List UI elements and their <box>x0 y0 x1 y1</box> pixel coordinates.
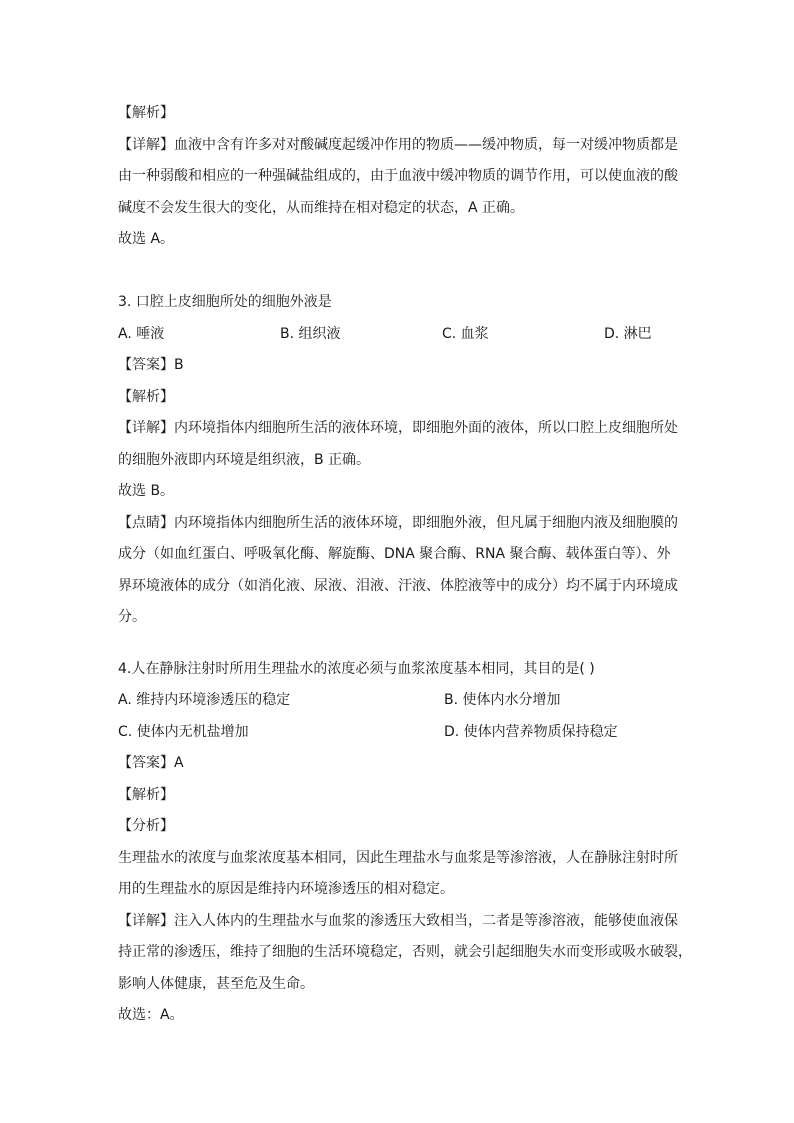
question-4 <box>118 654 692 1032</box>
option-c: C. 使体内无机盐增加 <box>118 723 249 740</box>
fenxi-line: 生理盐水的浓度与血浆浓度基本相同，因此生理盐水与血浆是等渗溶液，人在静脉注射时所 <box>118 849 678 866</box>
fenxi-line: 用的生理盐水的原因是维持内环境渗透压的相对稳定。 <box>118 881 454 897</box>
detail-line: 的细胞外液即内环境是组织液，B 正确。 <box>118 451 371 468</box>
option-d: D. 淋巴 <box>604 325 652 342</box>
option-a: A. 维持内环境渗透压的稳定 <box>118 692 291 708</box>
section-1 <box>118 98 678 256</box>
option-c: C. 血浆 <box>442 325 489 342</box>
note-line: 【点睛】内环境指体内细胞所生活的液体环境，即细胞外液，但凡属于细胞内液及细胞膜的 <box>118 514 678 531</box>
conclusion: 故选：A。 <box>118 1007 184 1023</box>
fenxi-paragraph <box>118 843 678 906</box>
detail-line: 【详解】注入人体内的生理盐水与血浆的渗透压大致相当，二者是等渗溶液，能够使血液保 <box>118 912 678 929</box>
note-paragraph <box>118 508 678 634</box>
detail-line: 影响人体健康，甚至危及生命。 <box>118 975 314 992</box>
conclusion: 故选 A。 <box>118 231 175 247</box>
note-line: 分。 <box>118 609 146 625</box>
detail-paragraph <box>118 130 678 225</box>
detail-line: 【详解】血液中含有许多对对酸碱度起缓冲作用的物质——缓冲物质，每一对缓冲物质都是 <box>118 136 678 153</box>
spacer <box>118 256 678 288</box>
option-d: D. 使体内营养物质保持稳定 <box>444 723 618 740</box>
question-stem: 4.人在静脉注射时所用生理盐水的浓度必须与血浆浓度基本相同，其目的是( ) <box>118 660 595 677</box>
detail-paragraph <box>118 906 692 1001</box>
option-b: B. 组织液 <box>280 325 341 342</box>
options-row <box>118 717 678 749</box>
detail-paragraph <box>118 413 678 476</box>
option-a: A. 唾液 <box>118 325 165 342</box>
analysis-label: 【解析】 <box>118 105 174 121</box>
answer: 【答案】A <box>118 755 184 771</box>
question-stem: 3. 口腔上皮细胞所处的细胞外液是 <box>118 294 332 310</box>
detail-line: 碱度不会发生很大的变化，从而维持在相对稳定的状态，A 正确。 <box>118 199 525 216</box>
detail-line: 由一种弱酸和相应的一种强碱盐组成的，由于血液中缓冲物质的调节作用，可以使血液的酸 <box>118 168 678 184</box>
spacer <box>118 634 678 654</box>
detail-line: 【详解】内环境指体内细胞所生活的液体环境，即细胞外面的液体，所以口腔上皮细胞所处 <box>118 420 678 436</box>
analysis-label: 【解析】 <box>118 388 174 405</box>
note-line: 成分（如血红蛋白、呼吸氧化酶、解旋酶、DNA 聚合酶、RNA 聚合酶、载体蛋白等）、外 <box>118 546 671 562</box>
analysis-label: 【解析】 <box>118 786 174 803</box>
document-page <box>118 98 692 1032</box>
detail-line: 持正常的渗透压，维持了细胞的生活环境稳定，否则，就会引起细胞失水而变形或吸水破裂， <box>118 944 692 960</box>
note-line: 界环境液体的成分（如消化液、尿液、泪液、汗液、体腔液等中的成分）均不属于内环境成 <box>118 577 678 594</box>
options-row <box>118 685 678 717</box>
options-row <box>118 319 678 351</box>
conclusion: 故选 B。 <box>118 483 175 499</box>
fenxi-label: 【分析】 <box>118 818 174 834</box>
answer: 【答案】B <box>118 357 184 373</box>
question-3 <box>118 287 678 634</box>
option-b: B. 使体内水分增加 <box>444 692 561 708</box>
